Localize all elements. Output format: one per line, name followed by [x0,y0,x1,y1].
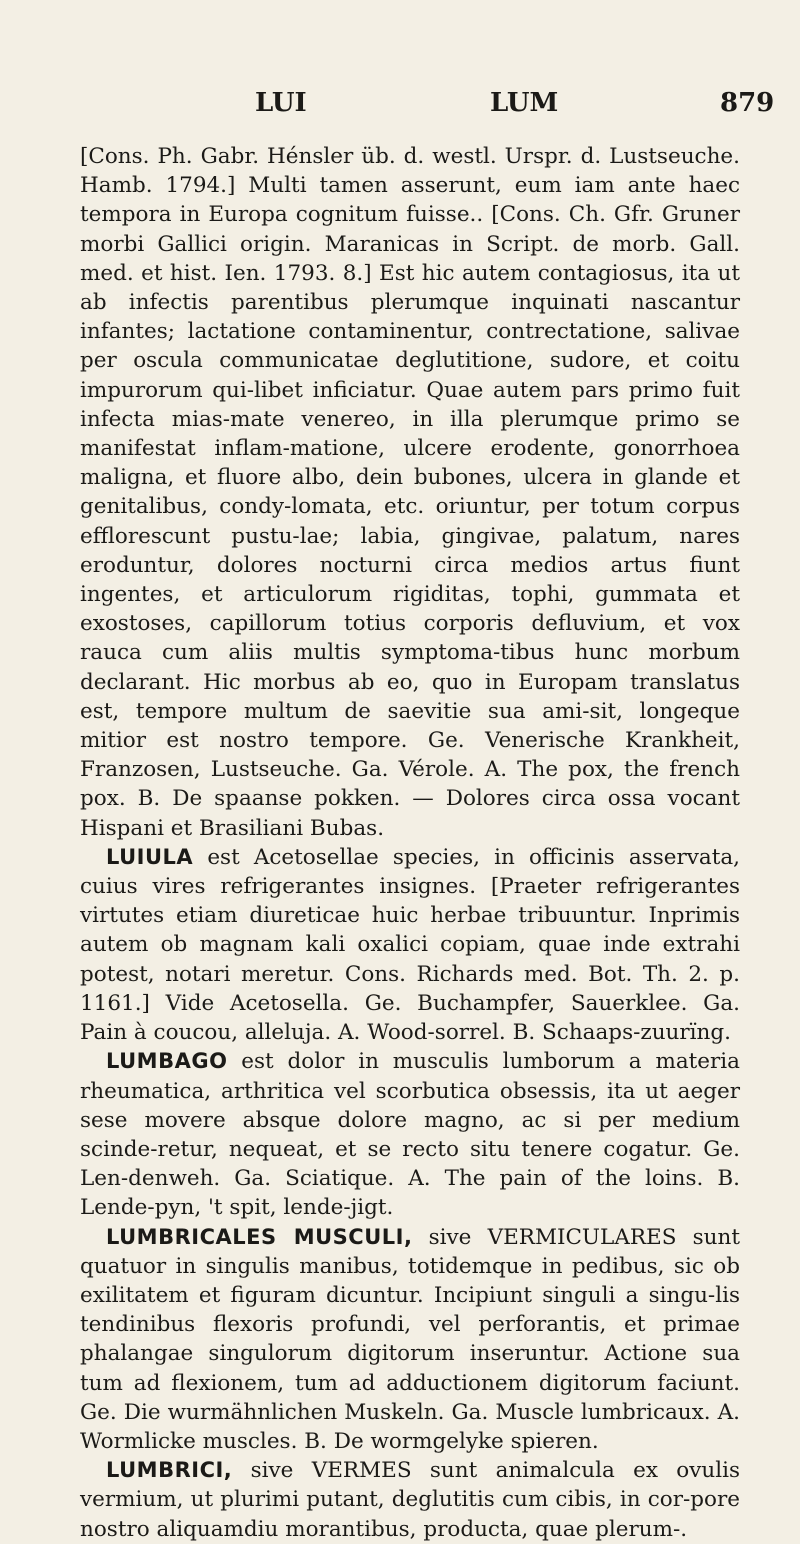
entry-text: [Cons. Ph. Gabr. Hénsler üb. d. westl. Urspr. d. Lustseuche. Hamb. 1794.] Multi tamen asserunt, eum iam ante haec tempora in Europa cognitum fuisse.. [Cons. Ch. Gfr. Gruner morbi Gallici origin. Maranicas in Script. de morb. Gall. med. et hist. Ien. 1793. 8.] Est hic autem contagiosus, ita ut ab infectis parentibus plerumque inquinati nascantur infantes; lactatione contaminentur, contrectatione, salivae per oscula communicatae deglutitione, sudore, et coitu impurorum qui-libet inficiatur. Quae autem pars primo fuit infecta mias-mate venereo, in illa plerumque primo se manifestat inflam-matione, ulcere erodente, gonorrhoea maligna, et fluore albo, dein bubones, ulcera in glande et genitalibus, condy-lomata, etc. oriuntur, per totum corpus efflorescunt pustu-lae; labia, gingivae, palatum, nares eroduntur, dolores nocturni circa medios artus fiunt ingentes, et articulorum rigiditas, tophi, gummata et exostoses, capillorum totius corporis defluvium, et vox rauca cum aliis multis symptoma-tibus hunc morbum declarant. Hic morbus ab eo, quo in Europam translatus est, tempore multum de saevitie sua ami-sit, longeque mitior est nostro tempore. Ge. Venerische Krankheit, Franzosen, Lustseuche. Ga. Vérole. A. The pox, the french pox. B. De spaanse pokken. — Dolores circa ossa vocant Hispani et Brasiliani Bubas. [80,144,740,841]
entry-headword: LUMBAGO [106,1049,228,1074]
entry-headword: LUMBRICALES MUSCULI, [106,1224,413,1249]
page-number: 879 [720,88,775,118]
entry-text: sive VERMICULARES sunt quatuor in singulis manibus, totidemque in pedibus, sic ob exilitatem et figuram dicuntur. Incipiunt singuli a singu-lis tendinibus flexoris profundi, vel perforantis, et primae phalangae singulorum digitorum inseruntur. Actione sua tum ad flexionem, tum ad adductionem digitorum faciunt. Ge. Die wurmähnlichen Muskeln. Ga. Muscle lumbricaux. A. Wormlicke muscles. B. De wormgelyke spieren. [80,1224,741,1454]
entry-text: est Acetosellae species, in officinis asservata, cuius vires refrigerantes insignes. [Praeter refrigerantes virtutes etiam diureticae huic herbae tribuuntur. Inprimis autem ob magnam kali oxalici copiam, quae inde extrahi potest, notari meretur. Cons. Richards med. Bot. Th. 2. p. 1161.] Vide Acetosella. Ge. Buchampfer, Sauerklee. Ga. Pain à coucou, alleluja. A. Wood-sorrel. B. Schaaps-zuurïng. [80,844,740,1046]
running-header [0,88,800,128]
header-center-word: LUM [490,88,559,118]
header-left-word: LUI [255,88,307,118]
entry-lumbago [80,1047,740,1222]
entry-continuation [80,142,740,843]
entry-lumbrici [80,1456,740,1544]
entry-text: est dolor in musculis lumborum a materia rheumatica, arthritica vel scorbutica obsessis, ita ut aeger sese movere absque dolore magno, ac si per medium scinde-retur, nequeat, et se recto situ tenere cogatur. Ge. Len-denweh. Ga. Sciatique. A. The pain of the loins. B. Lende-pyn, 't spit, lende-jigt. [80,1049,740,1221]
entry-text: sive VERMES sunt animalcula ex ovulis vermium, ut plurimi putant, deglutitis cum cibis, in cor-pore nostro aliquamdiu morantibus, producta, quae plerum-. [80,1458,740,1542]
entry-lumbricales-musculi [80,1223,740,1457]
page-body [80,142,740,1544]
entry-luiula [80,843,740,1047]
entry-headword: LUMBRICI, [106,1458,233,1483]
entry-headword: LUIULA [106,844,194,869]
